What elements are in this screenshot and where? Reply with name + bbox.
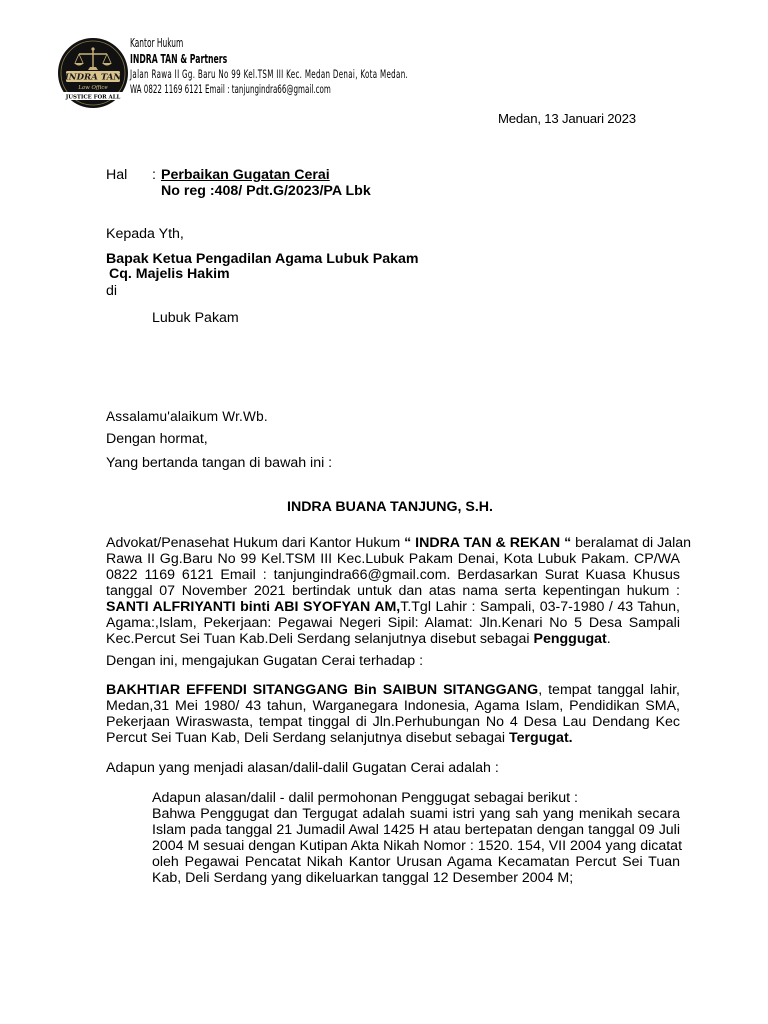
paragraph-line xyxy=(106,599,680,615)
opening-undersigned: Yang bertanda tangan di bawah ini : xyxy=(106,455,333,471)
plaintiff-role-bold: Penggugat xyxy=(533,631,607,647)
text-run: beralamat di Jalan xyxy=(571,535,692,551)
text-run: Percut Sei Tuan Kab, Deli Serdang selanjutnya disebut sebagai xyxy=(106,730,510,746)
letterhead-office: Kantor Hukum xyxy=(130,36,184,50)
paragraph-line: Dengan ini, mengajukan Gugatan Cerai terhadap : xyxy=(106,653,424,669)
addressee-city: Lubuk Pakam xyxy=(152,310,239,326)
advocate-name: INDRA BUANA TANJUNG, S.H. xyxy=(287,499,493,515)
subject-colon: : xyxy=(152,167,156,183)
paragraph-line: Medan,31 Mei 1980/ 43 tahun, Warganegara Indonesia, Agama Islam, Pendidikan SMA, xyxy=(106,698,680,714)
justice-scale-seal-icon xyxy=(57,37,129,109)
paragraph-line: Adapun alasan/dalil - dalil permohonan Penggugat sebagai berikut : xyxy=(152,790,578,806)
addressee-judges: Cq. Majelis Hakim xyxy=(109,266,230,282)
text-run: Kec.Percut Sei Tuan Kab.Deli Serdang selanjutnya disebut sebagai xyxy=(106,631,534,647)
text-run: Advokat/Penasehat Hukum dari Kantor Hukum xyxy=(106,535,405,551)
defendant-name-bold: BAKHTIAR EFFENDI SITANGGANG Bin SAIBUN SITANGGANG xyxy=(106,682,539,698)
paragraph-line xyxy=(106,682,680,698)
logo-banner-text: JUSTICE FOR ALL xyxy=(65,94,121,101)
paragraph-line: Kab, Deli Serdang yang dikeluarkan tanggal 12 Desember 2004 M; xyxy=(152,870,574,886)
paragraph-line xyxy=(106,730,680,746)
defendant-paragraph xyxy=(106,682,680,746)
letter-date: Medan, 13 Januari 2023 xyxy=(498,111,636,126)
text-run: . xyxy=(606,631,611,647)
grounds-intro-paragraph xyxy=(106,760,680,776)
letterhead-address: Jalan Rawa II Gg. Baru No 99 Kel.TSM III Kec. Medan Denai, Kota Medan. xyxy=(130,67,409,81)
logo-subtitle-text: Law Office xyxy=(78,85,108,91)
text-run: , tempat tanggal lahir, xyxy=(538,682,680,698)
paragraph-line: 2004 M sesuai dengan Kutipan Akta Nikah Nomor : 1520. 154, VII 2004 yang dicatat xyxy=(152,838,683,854)
letterhead-contact: WA 0822 1169 6121 Email : tanjungindra66@gmail.com xyxy=(130,82,331,96)
firm-name-bold: “ INDRA TAN & REKAN “ xyxy=(404,535,572,551)
defendant-role-bold: Tergugat. xyxy=(509,730,573,746)
law-office-logo xyxy=(57,37,129,109)
opening-salam: Assalamu'alaikum Wr.Wb. xyxy=(106,409,268,424)
subject-label: Hal xyxy=(106,167,128,183)
letterhead-firm-name: INDRA TAN & Partners xyxy=(130,51,228,66)
subject-title: Perbaikan Gugatan Cerai xyxy=(161,167,330,183)
paragraph-line xyxy=(106,535,692,551)
addressee-greeting: Kepada Yth, xyxy=(106,226,184,242)
paragraph-line: tanggal 07 November 2021 bertindak untuk dan atas nama serta kepentingan hukum : xyxy=(106,583,680,599)
paragraph-line: Bahwa Penggugat dan Tergugat adalah suami istri yang sah yang menikah secara xyxy=(152,806,680,822)
paragraph-line xyxy=(106,631,680,647)
paragraph-line: 0822 1169 6121 Email : tanjungindra66@gmail.com. Berdasarkan Surat Kuasa Khusus xyxy=(106,567,680,583)
opening-regards: Dengan hormat, xyxy=(106,431,208,447)
paragraph-line: oleh Pegawai Pencatat Nikah Kantor Urusan Agama Kecamatan Percut Sei Tuan xyxy=(152,854,680,870)
paragraph-line: Adapun yang menjadi alasan/dalil-dalil Gugatan Cerai adalah : xyxy=(106,760,499,776)
grounds-paragraph xyxy=(152,790,683,886)
logo-name-text: INDRA TAN xyxy=(64,72,122,83)
petition-intro-paragraph xyxy=(106,653,680,669)
addressee-di: di xyxy=(106,283,118,299)
plaintiff-paragraph xyxy=(106,535,692,647)
subject-registration-number: No reg :408/ Pdt.G/2023/PA Lbk xyxy=(161,183,371,199)
paragraph-line: Agama:,Islam, Pekerjaan: Pegawai Negeri Sipil: Alamat: Jln.Kenari No 5 Desa Sampali xyxy=(106,615,680,631)
addressee-court-head: Bapak Ketua Pengadilan Agama Lubuk Pakam xyxy=(106,251,419,267)
paragraph-line: Rawa II Gg.Baru No 99 Kel.TSM III Kec.Lubuk Pakam Denai, Kota Lubuk Pakam. CP/WA xyxy=(106,551,680,567)
plaintiff-name-bold: SANTI ALFRIYANTI binti ABI SYOFYAN AM, xyxy=(106,599,401,615)
paragraph-line: Islam pada tanggal 21 Jumadil Awal 1425 H atau bertepatan dengan tanggal 09 Juli xyxy=(152,822,680,838)
text-run: T.Tgl Lahir : Sampali, 03-7-1980 / 43 Tahun, xyxy=(400,599,680,615)
paragraph-line: Pekerjaan Wiraswasta, tempat tinggal di Jln.Perhubungan No 4 Desa Lau Dendang Kec xyxy=(106,714,680,730)
